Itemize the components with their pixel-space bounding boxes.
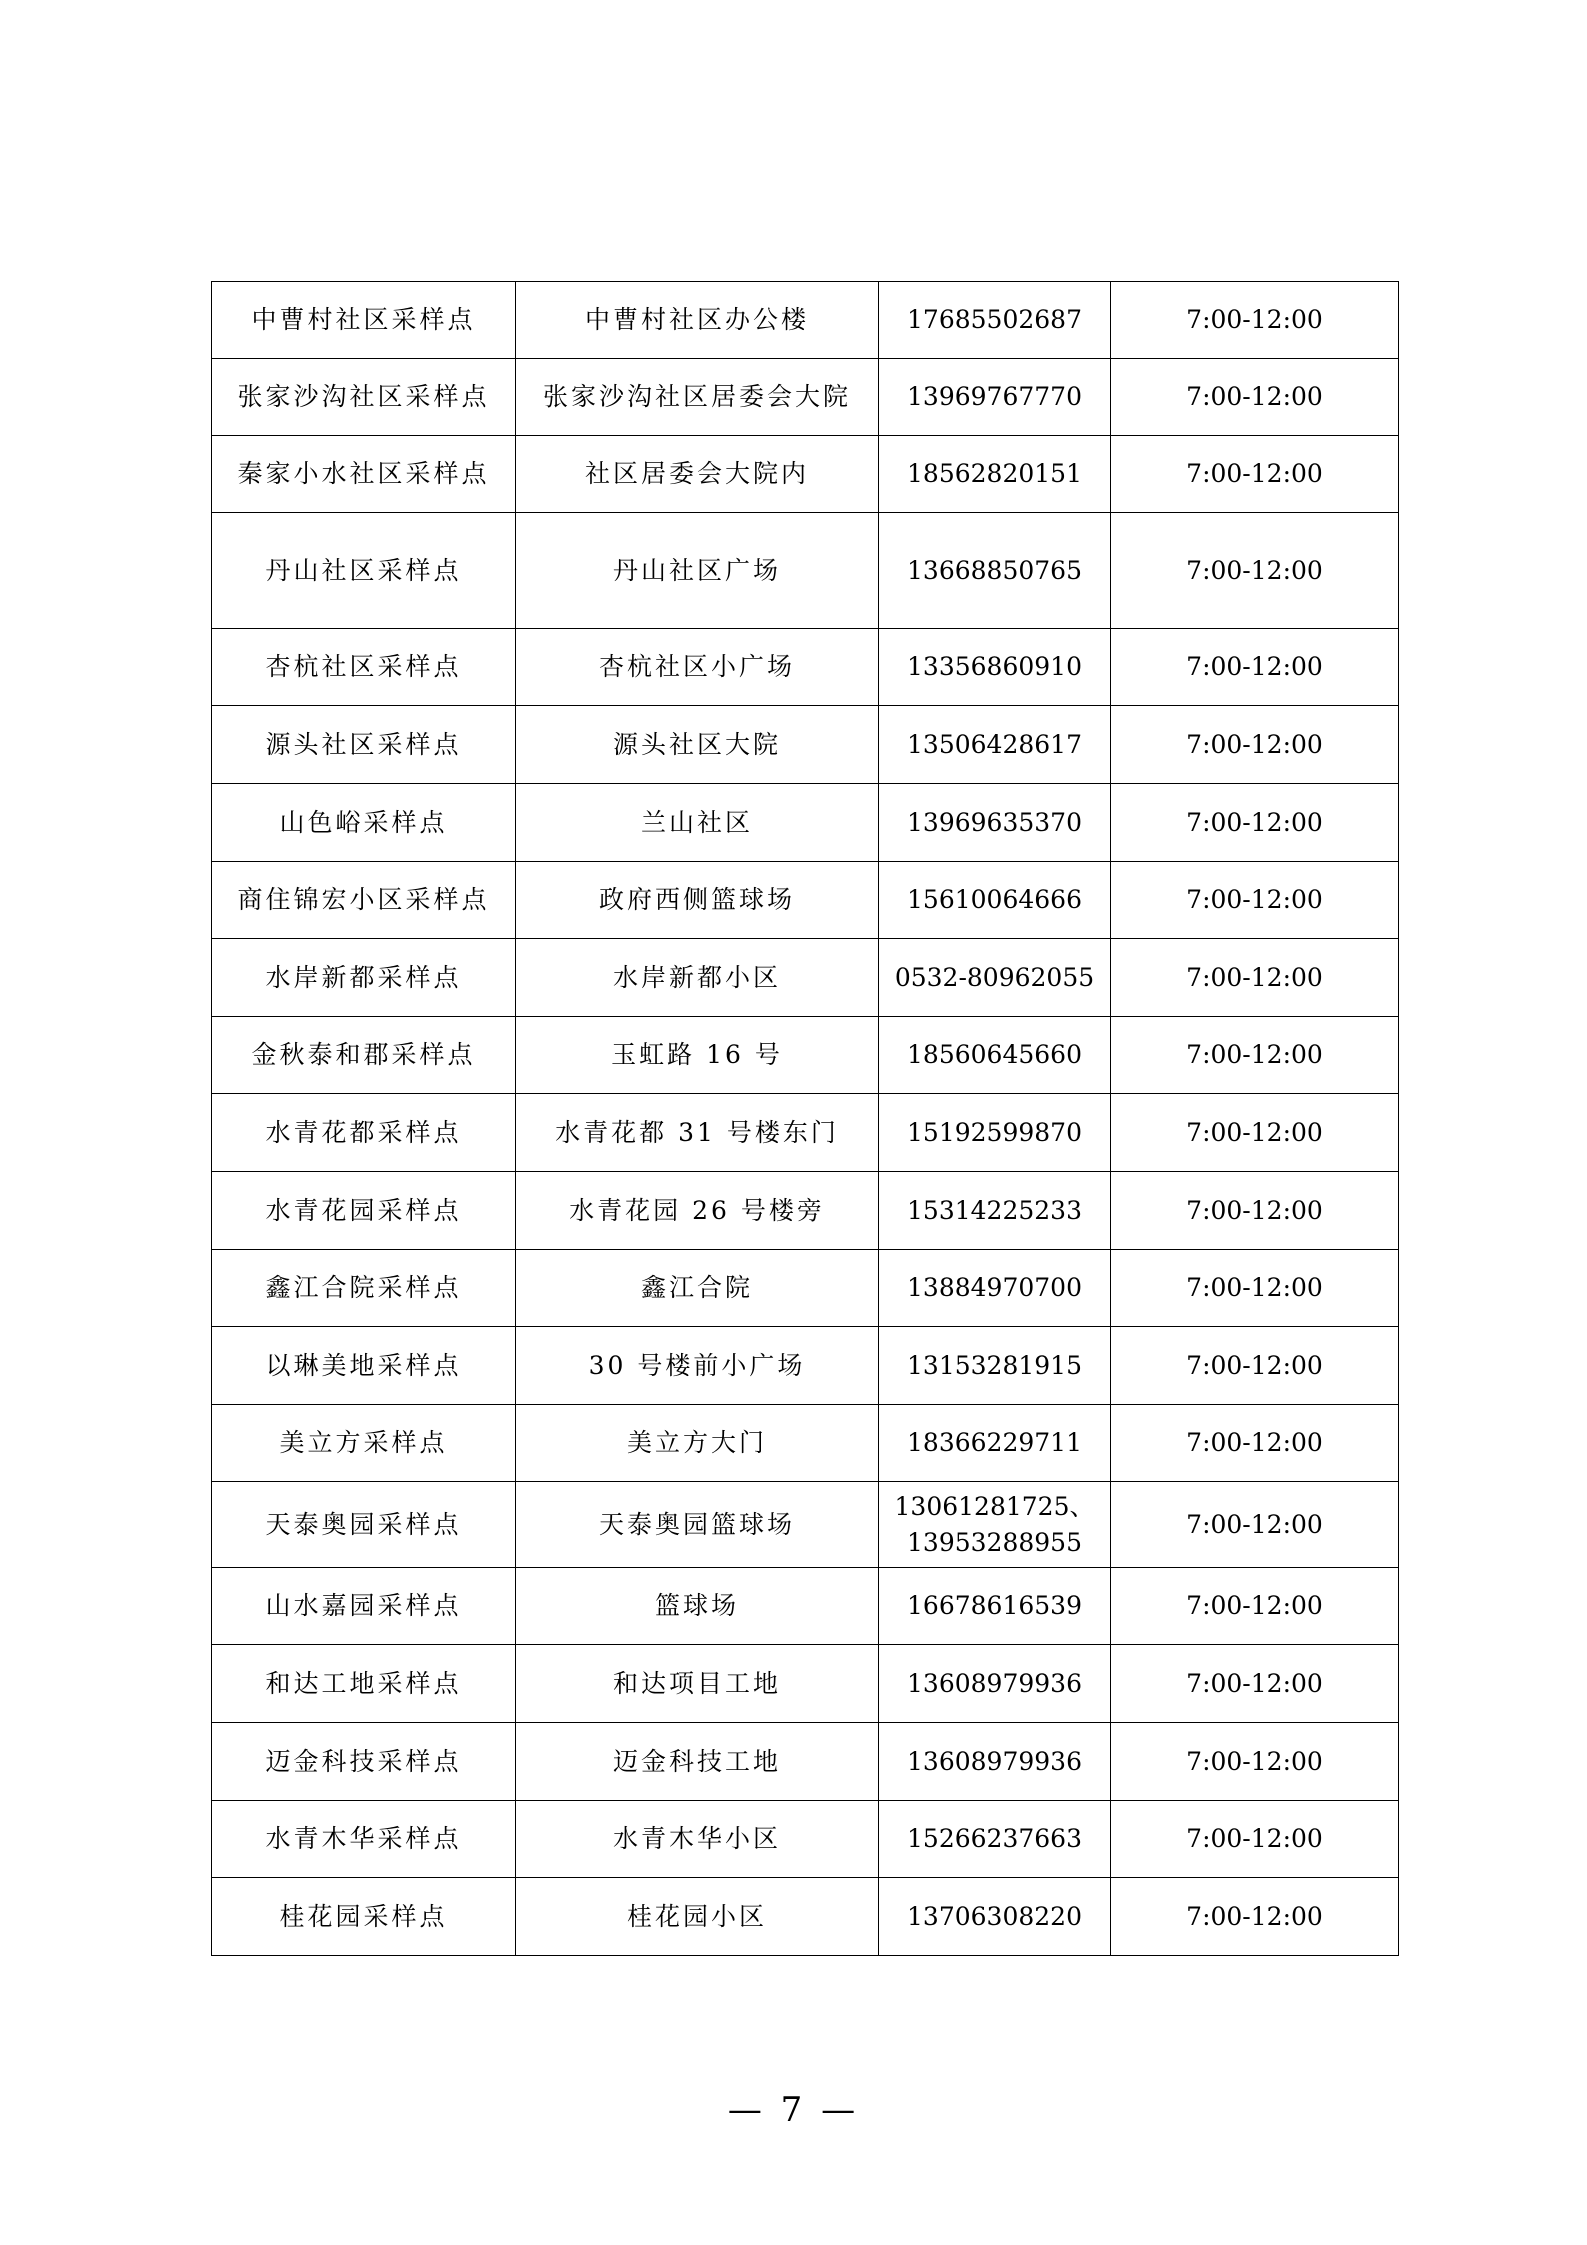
site-name-cell: 源头社区采样点 (212, 706, 516, 784)
site-phone-line: 13953288955 (907, 1527, 1082, 1557)
site-phone-cell: 18562820151 (879, 436, 1111, 513)
site-location-cell: 迈金科技工地 (516, 1723, 879, 1801)
site-name-cell: 秦家小水社区采样点 (212, 436, 516, 513)
site-hours-cell: 7:00-12:00 (1111, 1482, 1399, 1568)
table-row (212, 1568, 1399, 1645)
site-name-cell: 商住锦宏小区采样点 (212, 862, 516, 939)
table-row (212, 1878, 1399, 1956)
table-row (212, 1327, 1399, 1405)
site-location-cell: 张家沙沟社区居委会大院 (516, 359, 879, 436)
site-location-cell: 玉虹路 16 号 (516, 1017, 879, 1094)
site-phone-cell: 18560645660 (879, 1017, 1111, 1094)
site-name-cell: 杏杭社区采样点 (212, 629, 516, 706)
site-location-cell: 水青花都 31 号楼东门 (516, 1094, 879, 1172)
site-location-cell: 中曹村社区办公楼 (516, 282, 879, 359)
site-name-cell: 金秋泰和郡采样点 (212, 1017, 516, 1094)
site-phone-cell: 18366229711 (879, 1405, 1111, 1482)
site-hours-cell: 7:00-12:00 (1111, 1017, 1399, 1094)
site-hours-cell: 7:00-12:00 (1111, 1405, 1399, 1482)
site-location-cell: 水青木华小区 (516, 1801, 879, 1878)
site-name-cell: 张家沙沟社区采样点 (212, 359, 516, 436)
site-hours-cell: 7:00-12:00 (1111, 706, 1399, 784)
site-name-cell: 水青花都采样点 (212, 1094, 516, 1172)
table-row (212, 1017, 1399, 1094)
site-location-cell: 美立方大门 (516, 1405, 879, 1482)
site-hours-cell: 7:00-12:00 (1111, 1723, 1399, 1801)
table-row (212, 862, 1399, 939)
site-name-cell: 丹山社区采样点 (212, 513, 516, 629)
site-name-cell: 鑫江合院采样点 (212, 1250, 516, 1327)
site-location-cell: 政府西侧篮球场 (516, 862, 879, 939)
site-hours-cell: 7:00-12:00 (1111, 1645, 1399, 1723)
site-phone-cell: 15314225233 (879, 1172, 1111, 1250)
site-name-cell: 美立方采样点 (212, 1405, 516, 1482)
site-location-cell: 篮球场 (516, 1568, 879, 1645)
table-row (212, 513, 1399, 629)
site-location-cell: 兰山社区 (516, 784, 879, 862)
table-row (212, 1250, 1399, 1327)
site-hours-cell: 7:00-12:00 (1111, 862, 1399, 939)
site-name-cell: 山水嘉园采样点 (212, 1568, 516, 1645)
site-location-cell: 天泰奥园篮球场 (516, 1482, 879, 1568)
site-name-cell: 迈金科技采样点 (212, 1723, 516, 1801)
table-row (212, 1405, 1399, 1482)
site-phone-cell: 13608979936 (879, 1723, 1111, 1801)
table-row (212, 1094, 1399, 1172)
site-phone-cell: 17685502687 (879, 282, 1111, 359)
site-name-cell: 桂花园采样点 (212, 1878, 516, 1956)
site-phone-cell: 13153281915 (879, 1327, 1111, 1405)
page-number: — 7 — (727, 2090, 860, 2130)
table-row (212, 629, 1399, 706)
table-row (212, 359, 1399, 436)
site-location-cell: 杏杭社区小广场 (516, 629, 879, 706)
site-name-cell: 和达工地采样点 (212, 1645, 516, 1723)
site-name-cell: 水青木华采样点 (212, 1801, 516, 1878)
site-hours-cell: 7:00-12:00 (1111, 436, 1399, 513)
table-row (212, 1645, 1399, 1723)
site-phone-cell: 13884970700 (879, 1250, 1111, 1327)
site-phone-cell (879, 1482, 1111, 1568)
site-hours-cell: 7:00-12:00 (1111, 1568, 1399, 1645)
table-row (212, 282, 1399, 359)
site-location-cell: 鑫江合院 (516, 1250, 879, 1327)
site-hours-cell: 7:00-12:00 (1111, 1878, 1399, 1956)
site-name-cell: 以琳美地采样点 (212, 1327, 516, 1405)
site-hours-cell: 7:00-12:00 (1111, 1327, 1399, 1405)
site-name-cell: 山色峪采样点 (212, 784, 516, 862)
table-row (212, 1801, 1399, 1878)
table-row (212, 939, 1399, 1017)
site-phone-cell: 15192599870 (879, 1094, 1111, 1172)
site-location-cell: 水青花园 26 号楼旁 (516, 1172, 879, 1250)
site-hours-cell: 7:00-12:00 (1111, 513, 1399, 629)
site-phone-cell: 13506428617 (879, 706, 1111, 784)
site-hours-cell: 7:00-12:00 (1111, 1801, 1399, 1878)
site-phone-cell: 13668850765 (879, 513, 1111, 629)
site-name-cell: 水青花园采样点 (212, 1172, 516, 1250)
site-hours-cell: 7:00-12:00 (1111, 359, 1399, 436)
table-row (212, 436, 1399, 513)
site-phone-cell: 13356860910 (879, 629, 1111, 706)
site-phone-line: 13061281725、 (894, 1491, 1095, 1521)
sampling-sites-table (211, 281, 1399, 1956)
site-location-cell: 和达项目工地 (516, 1645, 879, 1723)
site-location-cell: 桂花园小区 (516, 1878, 879, 1956)
site-hours-cell: 7:00-12:00 (1111, 1094, 1399, 1172)
site-phone-cell: 13969635370 (879, 784, 1111, 862)
site-phone-cell: 16678616539 (879, 1568, 1111, 1645)
site-hours-cell: 7:00-12:00 (1111, 784, 1399, 862)
table-row (212, 1723, 1399, 1801)
site-location-cell: 源头社区大院 (516, 706, 879, 784)
site-location-cell: 水岸新都小区 (516, 939, 879, 1017)
site-hours-cell: 7:00-12:00 (1111, 282, 1399, 359)
site-hours-cell: 7:00-12:00 (1111, 939, 1399, 1017)
site-location-cell: 社区居委会大院内 (516, 436, 879, 513)
site-hours-cell: 7:00-12:00 (1111, 629, 1399, 706)
site-phone-cell: 0532-80962055 (879, 939, 1111, 1017)
site-phone-cell: 15266237663 (879, 1801, 1111, 1878)
site-name-cell: 水岸新都采样点 (212, 939, 516, 1017)
table-row (212, 784, 1399, 862)
table-row (212, 1172, 1399, 1250)
site-name-cell: 天泰奥园采样点 (212, 1482, 516, 1568)
table-row (212, 706, 1399, 784)
site-phone-cell: 13969767770 (879, 359, 1111, 436)
site-hours-cell: 7:00-12:00 (1111, 1172, 1399, 1250)
site-location-cell: 30 号楼前小广场 (516, 1327, 879, 1405)
table-row (212, 1482, 1399, 1568)
site-phone-cell: 15610064666 (879, 862, 1111, 939)
site-location-cell: 丹山社区广场 (516, 513, 879, 629)
site-name-cell: 中曹村社区采样点 (212, 282, 516, 359)
site-phone-cell: 13608979936 (879, 1645, 1111, 1723)
site-phone-cell: 13706308220 (879, 1878, 1111, 1956)
site-hours-cell: 7:00-12:00 (1111, 1250, 1399, 1327)
